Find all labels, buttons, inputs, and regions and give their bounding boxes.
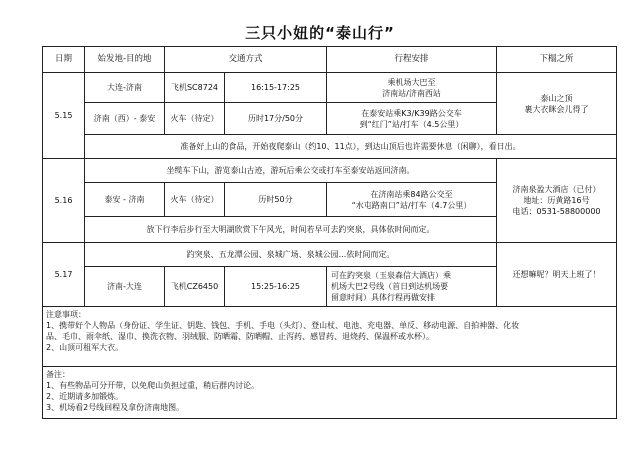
- remarks-line: 3、机场看2号线回程及拿份济南地图。: [46, 403, 185, 412]
- transport-mode-cell: 飞机SC8724: [165, 73, 225, 103]
- header-transport: 交通方式: [165, 47, 327, 73]
- header-date: 日期: [43, 47, 85, 73]
- accommodation-line: 泰山之顶: [540, 93, 573, 103]
- remarks-line: 2、近期请多加锻炼。: [46, 392, 124, 401]
- itinerary-line: 在泰安站乘K3/K39路公交车: [361, 108, 462, 118]
- header-route: 始发地-目的地: [85, 47, 165, 73]
- header-itinerary: 行程安排: [327, 47, 497, 73]
- day-note: 准备好上山的食品，开始夜爬泰山（约10、11点），到达山顶后也许需要休息（闲聊），看日出。: [85, 135, 617, 159]
- table-row: [43, 243, 617, 267]
- day-note: 放下行李后步行至大明湖欣赏下午风光，时间若早可去趵突泉，具体依时间而定。: [85, 217, 497, 243]
- accommodation-line: 电话：0531-58800000: [512, 207, 601, 216]
- itinerary-line: 济南站/济南西站: [382, 88, 441, 98]
- transport-time-cell: 历时17分/50分: [225, 103, 327, 135]
- day-note: 趵突泉、五龙潭公园、泉城广场、泉城公园...依时间而定。: [85, 243, 497, 267]
- transport-time-cell: 15:25-16:25: [225, 267, 327, 307]
- itinerary-line: 在济南站乘84路公交至: [370, 189, 453, 199]
- accommodation-cell: [497, 73, 617, 135]
- remarks-heading: 备注：: [46, 370, 70, 379]
- date-cell: 5.15: [43, 73, 85, 159]
- itinerary-line: 乘机场大巴至: [387, 77, 436, 87]
- accommodation-cell: 还想嘛呢？明天上班了！: [497, 243, 617, 307]
- transport-mode-cell: 飞机CZ6450: [165, 267, 225, 307]
- route-cell: 济南（西）- 泰安: [85, 103, 165, 135]
- transport-mode-cell: 火车（待定）: [165, 103, 225, 135]
- notes-line: 1、携带好个人物品（身份证、学生证、钥匙、钱包、手机、手电（头灯）、登山杖、电池、充电器、单反、移动电源、自拍神器、化妆: [46, 321, 520, 330]
- table-row: [43, 73, 617, 103]
- notes-heading: 注意事项：: [46, 310, 86, 319]
- accommodation-line: 裹大衣眯会儿得了: [524, 104, 589, 114]
- itinerary-line: 可在趵突泉（玉泉森信大酒店）乘: [331, 271, 452, 280]
- notes-line: 品、毛巾、雨伞纸、湿巾、换洗衣物、羽绒服、防晒霜、防晒帽、止泻药、感冒药、退烧药、保温杯或水杯）。: [46, 332, 434, 341]
- route-cell: 大连-济南: [85, 73, 165, 103]
- remarks-line: 1、有些物品可分开带，以免爬山负担过重，稍后群内讨论。: [46, 381, 260, 390]
- route-cell: 泰安 - 济南: [85, 183, 165, 217]
- itinerary-cell: [327, 103, 497, 135]
- header-row: [43, 47, 617, 73]
- notes-line: 2、山顶可租军大衣。: [46, 343, 124, 352]
- itinerary-cell: [327, 183, 497, 217]
- itinerary-line: 机场大巴2号线（首日到达机场要: [331, 282, 449, 291]
- transport-mode-cell: 火车（待定）: [165, 183, 225, 217]
- itinerary-cell: [327, 73, 497, 103]
- notes-row: [43, 307, 617, 367]
- transport-time-cell: 历时50分: [225, 183, 327, 217]
- remarks-row: [43, 367, 617, 419]
- accommodation-line: 地址：历黄路16号: [523, 196, 590, 205]
- date-cell: 5.17: [43, 243, 85, 307]
- table-row: [43, 135, 617, 159]
- itinerary-line: 到“红门”站/打车（4.5公里）: [359, 119, 464, 129]
- accommodation-line: 济南泉盈大酒店（已付）: [512, 185, 601, 194]
- page-title: 三只小妞的“泰山行”: [245, 24, 395, 42]
- date-cell: 5.16: [43, 159, 85, 243]
- table-row: [43, 159, 617, 183]
- accommodation-cell: [497, 159, 617, 243]
- day-note: 坐缆车下山，游览泰山古迹，游玩后乘公交或打车至泰安站返回济南。: [85, 159, 497, 183]
- transport-time-cell: 16:15-17:25: [225, 73, 327, 103]
- itinerary-line: “水屯路南口”站/打车（4.7公里）: [351, 200, 472, 210]
- itinerary-cell: [327, 267, 497, 307]
- itinerary-table: [42, 46, 617, 419]
- itinerary-line: 留意时间）具体行程再做安排: [331, 293, 436, 302]
- notes-cell: [43, 307, 617, 367]
- header-accommodation: 下榻之所: [497, 47, 617, 73]
- route-cell: 济南-大连: [85, 267, 165, 307]
- remarks-cell: [43, 367, 617, 419]
